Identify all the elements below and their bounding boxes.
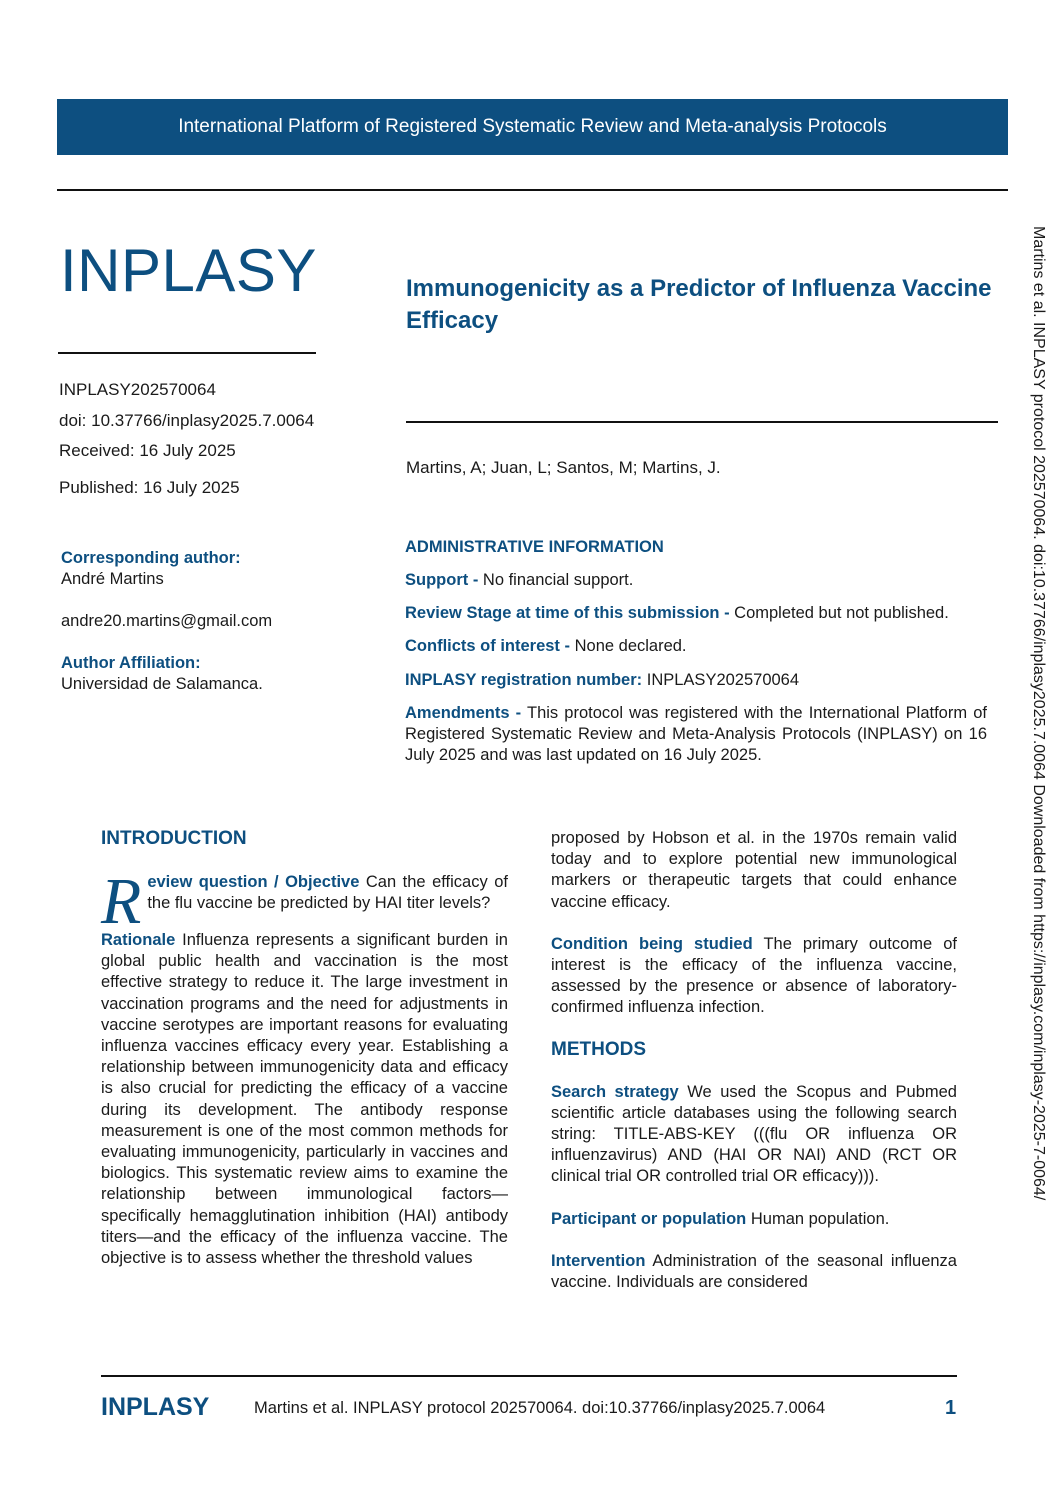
footer-logo: INPLASY xyxy=(101,1393,210,1421)
corresponding-label: Corresponding author: xyxy=(61,549,241,567)
published-date: Published: 16 July 2025 xyxy=(59,478,240,497)
registration-label: INPLASY registration number: xyxy=(405,670,643,689)
registration-id: INPLASY202570064 xyxy=(59,380,216,399)
stage-label: Review Stage at time of this submission - xyxy=(405,604,730,623)
rationale-label: Rationale xyxy=(101,931,176,949)
conflicts-text: None declared. xyxy=(574,637,687,656)
corresponding-block xyxy=(61,548,361,695)
search-text: We used the Scopus and Pubmed scientific article databases using the following search string: TITLE-ABS-KEY (((flu OR influenza OR influenzavirus) AND (HAI OR NAI) AND (RCT OR clinical trial OR controlled trial OR efficacy))). xyxy=(551,1082,957,1186)
registration-paragraph xyxy=(405,670,987,691)
intervention-label: Intervention xyxy=(551,1251,646,1270)
header-divider xyxy=(57,189,1008,191)
participant-label: Participant or population xyxy=(551,1209,747,1228)
admin-info xyxy=(405,538,987,766)
footer-divider xyxy=(101,1375,957,1377)
rationale-text: Influenza represents a significant burden in global public health and vaccination is the most effective strategy to reduce it. The large investment in vaccination programs and the need for adjustments in vaccine serotypes are important reasons for evaluating influenza vaccines efficacy every year. Establishing a relationship between immunogenicity data and efficacy is also crucial for predicting the efficacy of a vaccine during its development. The antibody response measurement is one of the most common methods for evaluating immunogenicity, particularly in vaccines and biologics. This systematic review aims to examine the relationship between immunological factors—specifically hemagglutination inhibition (HAI) antibody titers—and the efficacy of the influenza vaccine. The objective is to assess whether the threshold values xyxy=(101,931,508,1268)
methods-column xyxy=(551,828,957,1293)
affiliation-text: Universidad de Salamanca. xyxy=(61,675,263,693)
amendments-paragraph xyxy=(405,703,987,767)
condition-label: Condition being studied xyxy=(551,934,753,953)
support-paragraph xyxy=(405,570,987,591)
inplasy-logo: INPLASY xyxy=(60,237,317,304)
amendments-text: This protocol was registered with the International Platform of Registered Systematic Review and Meta-Analysis Protocols (INPLASY) on 16 July 2025 and was last updated on 16 July 2025. xyxy=(405,703,987,765)
intervention-paragraph xyxy=(551,1251,957,1293)
condition-paragraph xyxy=(551,934,957,1019)
footer-citation: Martins et al. INPLASY protocol 202570064. doi:10.37766/inplasy2025.7.0064 xyxy=(254,1399,826,1417)
doi: doi: 10.37766/inplasy2025.7.0064 xyxy=(59,411,315,430)
review-question-label: eview question / Objective xyxy=(147,873,360,891)
logo-underline xyxy=(58,352,316,354)
author-list: Martins, A; Juan, L; Santos, M; Martins, J. xyxy=(406,458,721,477)
header-banner xyxy=(57,99,1008,155)
affiliation-label: Author Affiliation: xyxy=(61,654,201,672)
participant-paragraph xyxy=(551,1209,957,1230)
admin-heading: ADMINISTRATIVE INFORMATION xyxy=(405,538,664,556)
conflicts-paragraph xyxy=(405,636,987,657)
support-text: No financial support. xyxy=(482,571,634,589)
stage-paragraph xyxy=(405,603,987,624)
received-date: Received: 16 July 2025 xyxy=(59,441,236,460)
condition-text: The primary outcome of interest is the efficacy of the influenza vaccine, assessed by the presence or absence of laboratory-confirmed influenza infection. xyxy=(551,934,957,1017)
drop-cap: R xyxy=(101,865,142,938)
conflicts-label: Conflicts of interest - xyxy=(405,637,571,656)
registration-number: INPLASY202570064 xyxy=(646,670,800,689)
review-question-text: Can the efficacy of the flu vaccine be predicted by HAI titer levels? xyxy=(147,873,508,913)
page-number: 1 xyxy=(945,1397,957,1419)
review-question-paragraph xyxy=(101,865,508,938)
corresponding-email: andre20.martins@gmail.com xyxy=(61,612,273,630)
banner-text: International Platform of Registered Systematic Review and Meta-analysis Protocols xyxy=(178,116,887,137)
intro-column xyxy=(101,828,508,1269)
side-citation: Martins et al. INPLASY protocol 202570064. doi:10.37766/inplasy2025.7.0064 Downloaded from https://inplasy.com/inplasy-2025-7-0064/ xyxy=(1030,226,1047,1201)
page-title: Immunogenicity as a Predictor of Influenza Vaccine Efficacy xyxy=(406,275,992,334)
amendments-label: Amendments - xyxy=(405,703,522,722)
intro-heading: INTRODUCTION xyxy=(101,828,247,849)
corresponding-name: André Martins xyxy=(61,570,164,588)
search-label: Search strategy xyxy=(551,1082,679,1101)
methods-heading: METHODS xyxy=(551,1038,646,1060)
search-paragraph xyxy=(551,1082,957,1188)
participant-text: Human population. xyxy=(750,1209,890,1228)
continued-paragraph: proposed by Hobson et al. in the 1970s remain valid today and to explore potential new immunological markers or therapeutic targets that could enhance vaccine efficacy. xyxy=(551,829,957,911)
rationale-paragraph xyxy=(101,930,508,1269)
intervention-text: Administration of the seasonal influenza vaccine. Individuals are considered xyxy=(551,1251,957,1292)
support-label: Support - xyxy=(405,571,479,589)
stage-text: Completed but not published. xyxy=(734,604,949,623)
title-divider xyxy=(406,421,998,423)
